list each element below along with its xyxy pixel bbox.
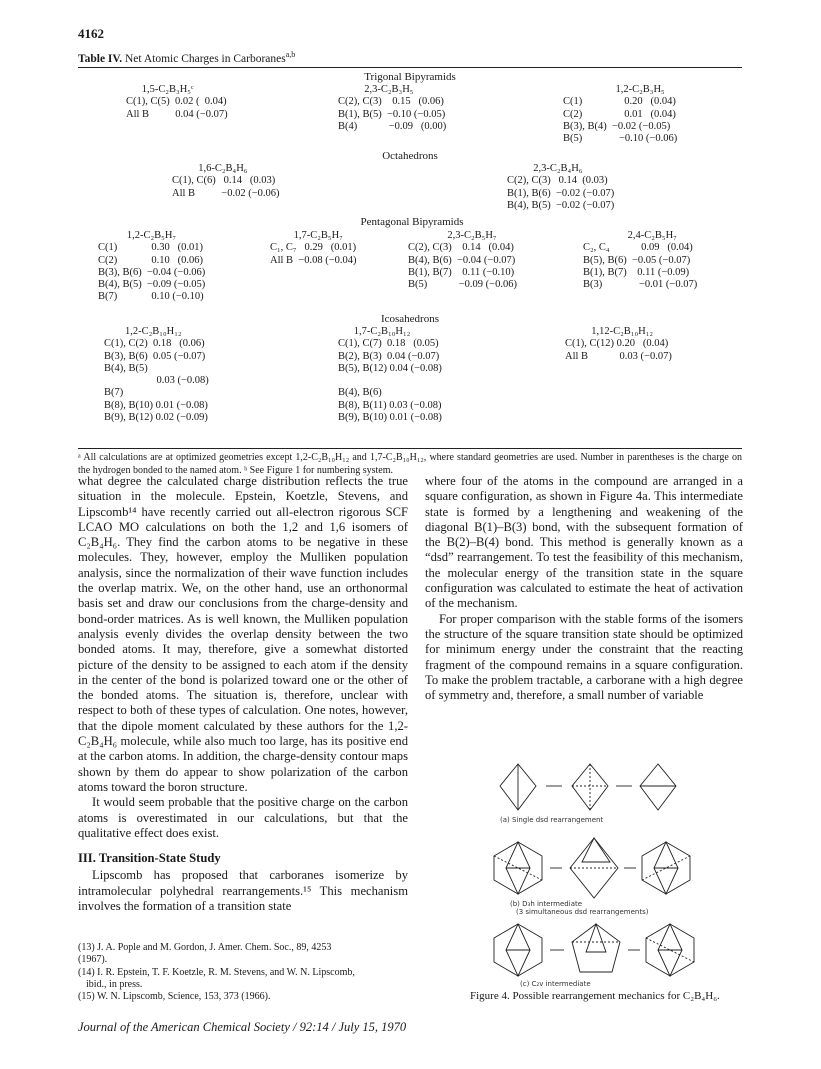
figure-sublabel-b1: (b) D₃h intermediate: [510, 900, 583, 908]
right-paragraph-1: where four of the atoms in the compound are arranged in a square configuration, as shown in Figure 4a. This intermediate state is formed by a lengthening and weakening of the diagonal B(1)–B(3) bond, with the subsequent formation of the B(2)–B(4) bond. This method is generally known as a “dsd” rearrangement. To test the feasibility of this mechanism, the molecular energy of the transition state in the square configuration was calculated to estimate the heat of activation of the mechanism.: [425, 474, 743, 611]
figure-sublabel-c: (c) C₂v intermediate: [520, 980, 591, 988]
table-caption-sup: a,b: [285, 50, 296, 59]
page-number: 4162: [78, 26, 104, 41]
tbp-1-5: 1,5-C₂B₃H₅ᶜ C(1), C(5) 0.02 ( 0.04) All B 0.04 (−0.07): [126, 84, 228, 120]
left-paragraph-1: what degree the calculated charge distribution reflects the true situation in the molecule. Epstein, Koetzle, Stevens, and Lipscomb¹⁴ have recently carried out all-electron rigorous SCF LCAO MO calculations on both the 1,2 and 1,6 isomers of C₂B₄H₆. They find the carbon atoms to be negative in these molecules. They, however, employ the Mulliken population analysis, since the normalization of their wave function includes the overlap matrix. We, on the other hand, use an orthonormal basis set and draw our conclusions from the charge-density and bond-order matrices. As is well known, the Mulliken population analysis evenly divides the overlap density between the two bonded atoms. It may, therefore, give a somewhat distorted picture of the density to be assigned to each atom if the density in the center of the bond is polarized toward one or the other of the bonded atoms. The situation is, therefore, unclear with respect to both of these types of calculation. One notes, however, that the dipole moment calculated by these authors for the 1,2-C₂B₄H₆ molecule, while also much too large, has its positive end at the carbon atoms. In addition, the charge-density contour maps shown by them do appear to show polarization of the carbon atoms toward the boron structure.: [78, 474, 408, 794]
oct-1-6: 1,6-C₂B₄H₆ C(1), C(6) 0.14 (0.03) All B −0.02 (−0.06): [172, 163, 280, 199]
figure-row-c: [494, 924, 694, 976]
table-caption-label: Table IV.: [78, 52, 123, 65]
figure-sublabel-b2: (3 simultaneous dsd rearrangements): [516, 908, 649, 916]
figure-sublabel-a: (a) Single dsd rearrangement: [500, 816, 604, 824]
table-caption-text: Net Atomic Charges in Carboranes: [124, 52, 286, 65]
figure-caption: Figure 4. Possible rearrangement mechanics for C₂B₄H₆.: [470, 990, 720, 1002]
references: [78, 942, 408, 1003]
section-icosahedrons: Icosahedrons: [380, 313, 440, 325]
figure-row-a: [500, 764, 676, 810]
tbp-2-3: 2,3-C₂B₃H₅ C(2), C(3) 0.15 (0.06) B(1), B(5) −0.10 (−0.05) B(4) −0.09 (0.00): [338, 84, 447, 132]
figure-row-b: [494, 838, 690, 898]
reference-14-cont: ibid., in press.: [86, 978, 143, 990]
oct-2-3: 2,3-C₂B₄H₆ C(2), C(3) 0.14 (0.03) B(1), B(6) −0.02 (−0.07) B(4), B(5) −0.02 (−0.07): [507, 163, 615, 211]
table-top-rule: [78, 67, 742, 68]
pb-2-4: 2,4-C₂B₅H₇ C₂, C₄ 0.09 (0.04) B(5), B(6) −0.05 (−0.07) B(1), B(7) 0.11 (−0.09) B(3) −0.01 (−0.07): [583, 230, 698, 291]
journal-footer: Journal of the American Chemical Society / 92:14 / July 15, 1970: [78, 1020, 407, 1034]
right-column: [425, 474, 743, 703]
ico-1-2: 1,2-C₂B₁₀H₁₂ C(1), C(2) 0.18 (0.06) B(3), B(6) 0.05 (−0.07) B(4), B(5) 0.03 (−0.08) B(7) B(8), B(10) 0.01 (−0.08) B(9), B(12) 0.02 (−0.09): [104, 326, 209, 424]
reference-15: (15) W. N. Lipscomb, Science, 153, 373 (1966).: [78, 991, 271, 1003]
right-paragraph-2: For proper comparison with the stable forms of the isomers the structure of the square transition state should be optimized for minimum energy under the constraint that the reacting fragment of the compound remains in a square configuration. To make the problem tractable, a carborane with a high degree of symmetry and, therefore, a small number of variable: [425, 611, 743, 703]
reference-13-cont: (1967).: [78, 954, 108, 966]
table-caption: [78, 50, 295, 65]
tbp-1-2: 1,2-C₂B₃H₅ C(1) 0.20 (0.04) C(2) 0.01 (0.04) B(3), B(4) −0.02 (−0.05) B(5) −0.10 (−0.06): [563, 84, 678, 145]
pb-1-2: 1,2-C₂B₅H₇ C(1) 0.30 (0.01) C(2) 0.10 (0.06) B(3), B(6) −0.04 (−0.06) B(4), B(5) −0.09 (−0.05) B(7) 0.10 (−0.10): [98, 230, 206, 303]
ico-1-12: 1,12-C₂B₁₀H₁₂ C(1), C(12) 0.20 (0.04) All B 0.03 (−0.07): [565, 326, 672, 362]
section-octahedrons: Octahedrons: [382, 150, 438, 162]
pb-1-7: 1,7-C₂B₅H₇ C₁, C₇ 0.29 (0.01) All B −0.08 (−0.04): [270, 230, 357, 266]
left-column: [78, 474, 408, 914]
section-heading: III. Transition-State Study: [78, 851, 221, 866]
left-paragraph-3: Lipscomb has proposed that carboranes isomerize by intramolecular polyhedral rearrangements.¹⁵ This mechanism involves the formation of a transition state: [78, 868, 408, 914]
table-footnote: ᵃ All calculations are at optimized geometries except 1,2-C₂B₁₀H₁₂ and 1,7-C₂B₁₀H₁₂, where standard geometries are used. Number in parentheses is the charge on the hydrogen bonded to the named atom. ᵇ See Figure 1 for numbering system.: [78, 452, 742, 476]
pb-2-3: 2,3-C₂B₅H₇ C(2), C(3) 0.14 (0.04) B(4), B(6) −0.04 (−0.07) B(1), B(7) 0.11 (−0.10) B(5) −0.09 (−0.06): [408, 230, 517, 291]
left-paragraph-2: It would seem probable that the positive charge on the carbon atoms is overestimated in our calculations, but that the qualitative effect does exist.: [78, 795, 408, 840]
table-bottom-rule: [78, 448, 742, 449]
section-trigonal-bipyramids: Trigonal Bipyramids: [364, 71, 456, 83]
ico-1-7: 1,7-C₂B₁₀H₁₂ C(1), C(7) 0.18 (0.05) B(2), B(3) 0.04 (−0.07) B(5), B(12) 0.04 (−0.08) B(4), B(6) B(8), B(11) 0.03 (−0.08) B(9), B(10) 0.01 (−0.08): [338, 326, 442, 424]
reference-13: (13) J. A. Pople and M. Gordon, J. Amer. Chem. Soc., 89, 4253: [78, 942, 332, 953]
figure-4-diagram: [470, 758, 760, 988]
figure-4: [470, 758, 760, 988]
section-pentagonal-bipyramids: Pentagonal Bipyramids: [360, 216, 464, 228]
reference-14: (14) I. R. Epstein, T. F. Koetzle, R. M. Stevens, and W. N. Lipscomb,: [78, 966, 355, 978]
